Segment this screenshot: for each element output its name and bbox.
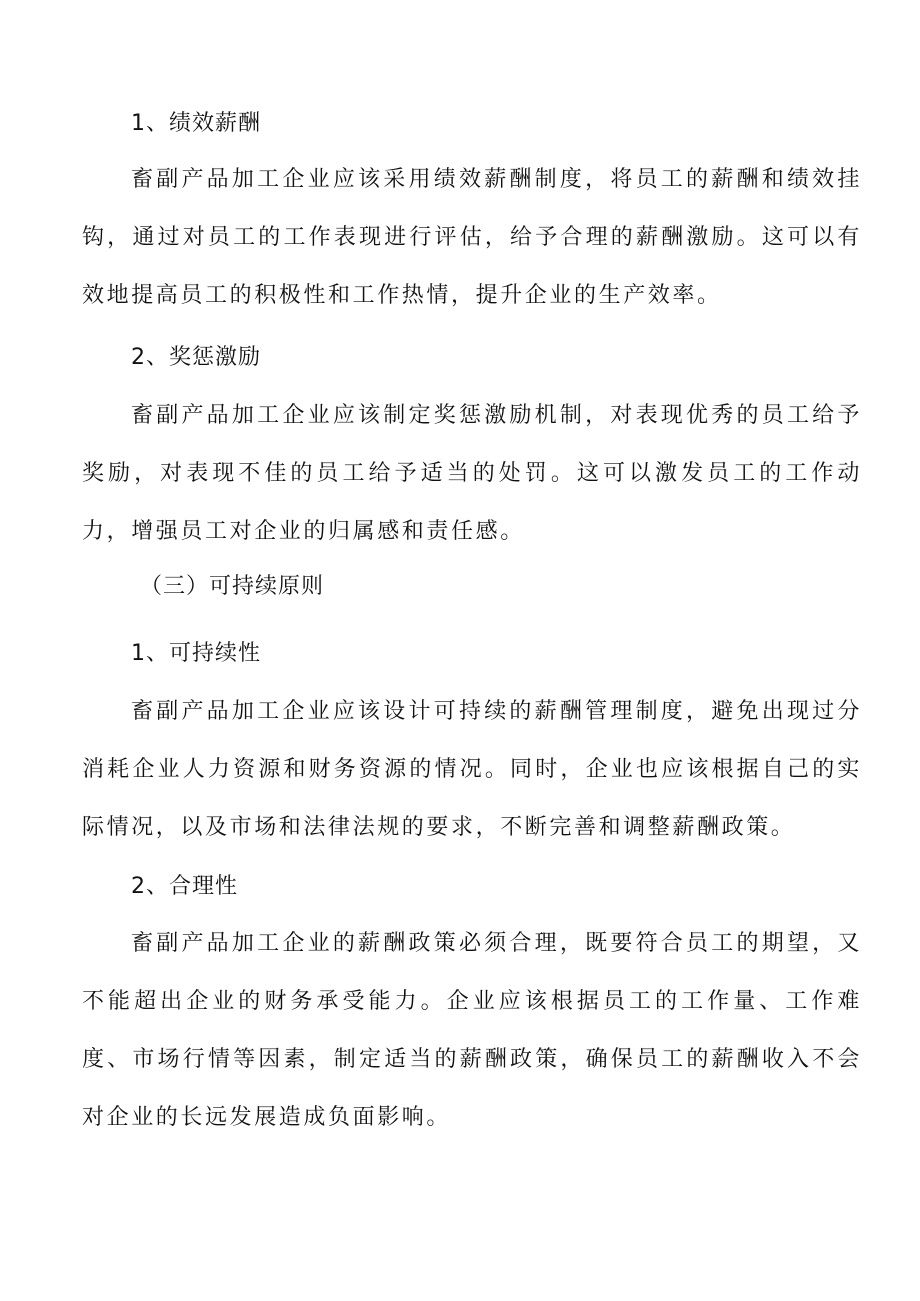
heading-sustainability: 1、可持续性 <box>131 641 261 666</box>
heading-performance-pay: 1、绩效薪酬 <box>131 111 261 136</box>
heading-reward-punishment: 2、奖惩激励 <box>131 345 261 370</box>
paragraph-sustainability: 畜副产品加工企业应该设计可持续的薪酬管理制度，避免出现过分消耗企业人力资源和财务资源的情况。同时，企业也应该根据自己的实际情况，以及市场和法律法规的要求，不断完善和调整薪酬政策。 <box>82 699 862 840</box>
paragraph-performance-pay: 畜副产品加工企业应该采用绩效薪酬制度，将员工的薪酬和绩效挂钩，通过对员工的工作表现进行评估，给予合理的薪酬激励。这可以有效地提高员工的积极性和工作热情，提升企业的生产效率。 <box>82 167 862 308</box>
section-heading-sustainability: （三）可持续原则 <box>140 574 325 599</box>
paragraph-reasonableness: 畜副产品加工企业的薪酬政策必须合理，既要符合员工的期望，又不能超出企业的财务承受能力。企业应该根据员工的工作量、工作难度、市场行情等因素，制定适当的薪酬政策，确保员工的薪酬收入不会对企业的长远发展造成负面影响。 <box>82 931 862 1130</box>
heading-reasonableness: 2、合理性 <box>131 874 238 899</box>
paragraph-reward-punishment: 畜副产品加工企业应该制定奖惩激励机制，对表现优秀的员工给予奖励，对表现不佳的员工给予适当的处罚。这可以激发员工的工作动力，增强员工对企业的归属感和责任感。 <box>82 403 862 544</box>
